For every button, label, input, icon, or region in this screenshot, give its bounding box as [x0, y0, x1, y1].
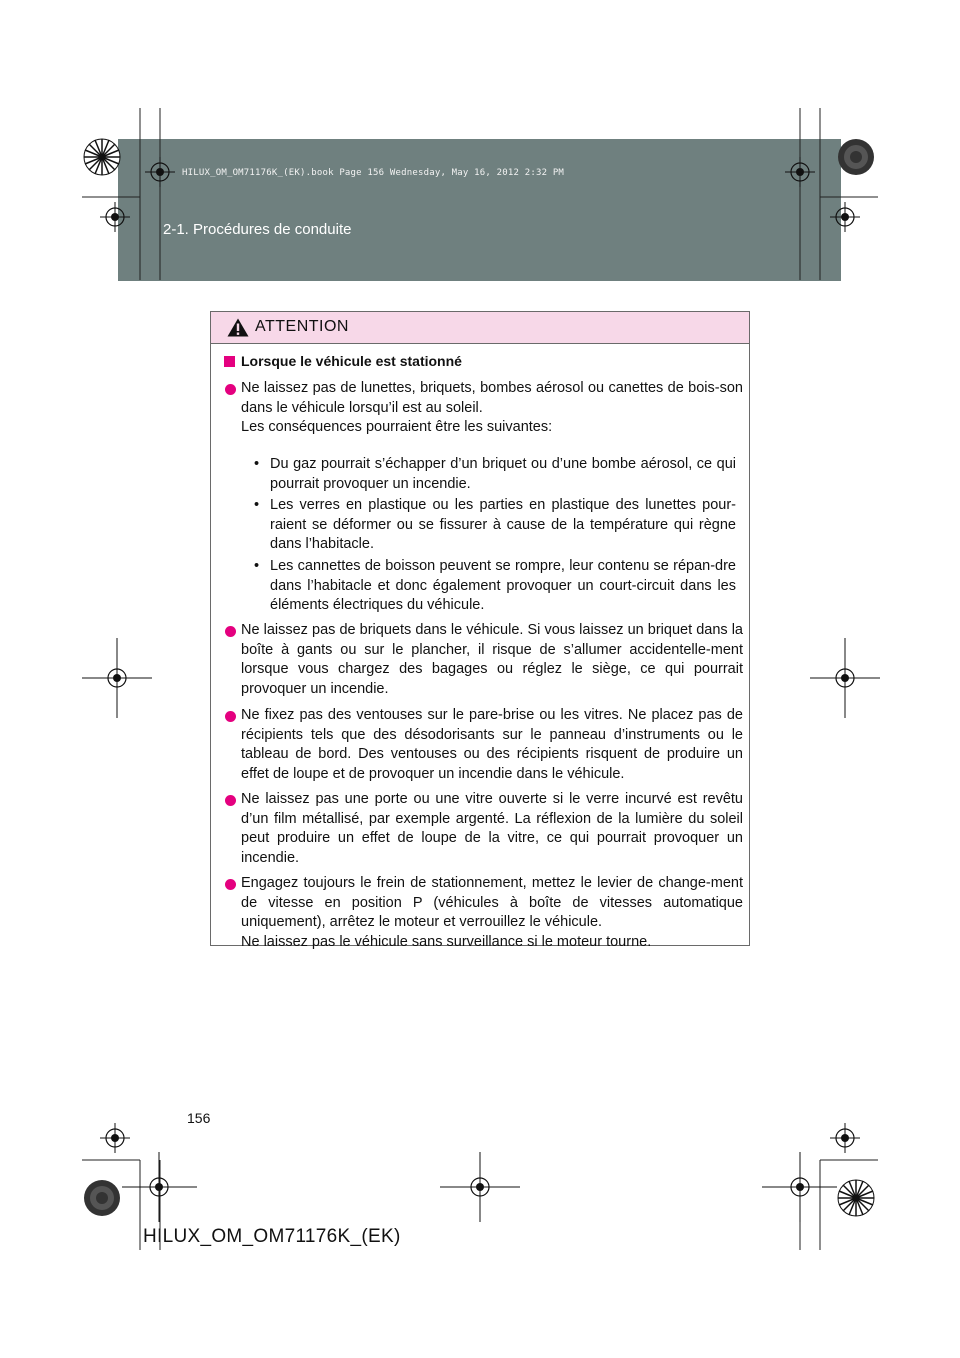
warning-title: ATTENTION — [255, 318, 349, 335]
registration-rosette-icon — [82, 137, 122, 177]
registration-solid-icon — [82, 1178, 122, 1218]
list-item-text: Ne laissez pas de briquets dans le véhicule. Si vous laissez un briquet dans la boîte à gants ou sur le plancher, il risque de s’allumer accidentelle-ment lorsque vous chargez des bagages ou réglez le siège, ce qui pourrait provoquer un incendie. — [241, 622, 743, 697]
list-item-text: Engagez toujours le frein de stationnement, mettez le levier de change-ment de vitesse en position P (véhicules à boîte de vitesses automatique uniquement), arrêtez le moteur et verrouillez le véhicule. Ne laissez pas le véhicule sans surveillance si le moteur tourne. — [241, 875, 743, 950]
sub-list-item-text: Les cannettes de boisson peuvent se rompre, leur contenu se répan-dre dans l’habitacle et donc également provoquer un court-circuit dans les éléments électriques du véhicule. — [270, 558, 736, 613]
crosshair-icon — [440, 1152, 520, 1222]
list-item-text: Ne laissez pas une porte ou une vitre ouverte si le verre incurvé est revêtu d’un film métallisé, par exemple argenté. La réflexion de la lumière du soleil peut produire un effet de loupe de la vitre, ce qui pourrait provoquer un incendie. — [241, 791, 743, 866]
crosshair-icon — [100, 202, 130, 232]
list-item-text: Ne laissez pas de lunettes, briquets, bombes aérosol ou canettes de bois-son dans le véhicule lorsqu’il est au soleil. Les conséquences pourraient être les suivantes: — [241, 380, 743, 435]
registration-solid-icon — [836, 137, 876, 177]
crosshair-icon — [762, 1152, 837, 1222]
crosshair-icon — [100, 1123, 130, 1153]
crosshair-icon — [830, 202, 860, 232]
crosshair-icon — [82, 638, 152, 718]
list-item-text: Ne fixez pas des ventouses sur le pare-brise ou les vitres. Ne placez pas de récipients tels que des désodorisants sur le panneau d’instruments ou le tableau de bord. Des ventouses ou des récipients risquent de produire un effet de loupe et de provoquer un incendie dans le véhicule. — [241, 707, 743, 782]
crosshair-icon — [810, 638, 880, 718]
crosshair-icon — [145, 157, 175, 187]
crosshair-icon — [122, 1152, 197, 1222]
crosshair-icon — [785, 157, 815, 187]
document-code: HILUX_OM_OM71176K_(EK) — [143, 1226, 401, 1247]
sub-list-item-text: Du gaz pourrait s’échapper d’un briquet ou d’une bombe aérosol, ce qui pourrait provoquer un incendie. — [270, 456, 736, 492]
crosshair-icon — [830, 1123, 860, 1153]
sub-bullet-icon: • — [254, 558, 260, 574]
page-number: 156 — [187, 1110, 211, 1126]
sub-list-item-text: Les verres en plastique ou les parties en plastique des lunettes pour-raient se déformer ou se fissurer à cause de la température qui règne dans l’habitacle. — [270, 497, 736, 552]
sub-bullet-icon: • — [254, 497, 260, 513]
file-stamp: HILUX_OM_OM71176K_(EK).book Page 156 Wednesday, May 16, 2012 2:32 PM — [182, 168, 565, 178]
registration-rosette-icon — [836, 1178, 876, 1218]
warning-heading: Lorsque le véhicule est stationné — [241, 353, 462, 369]
section-label: 2-1. Procédures de conduite — [163, 221, 352, 238]
sub-bullet-icon: • — [254, 456, 260, 472]
